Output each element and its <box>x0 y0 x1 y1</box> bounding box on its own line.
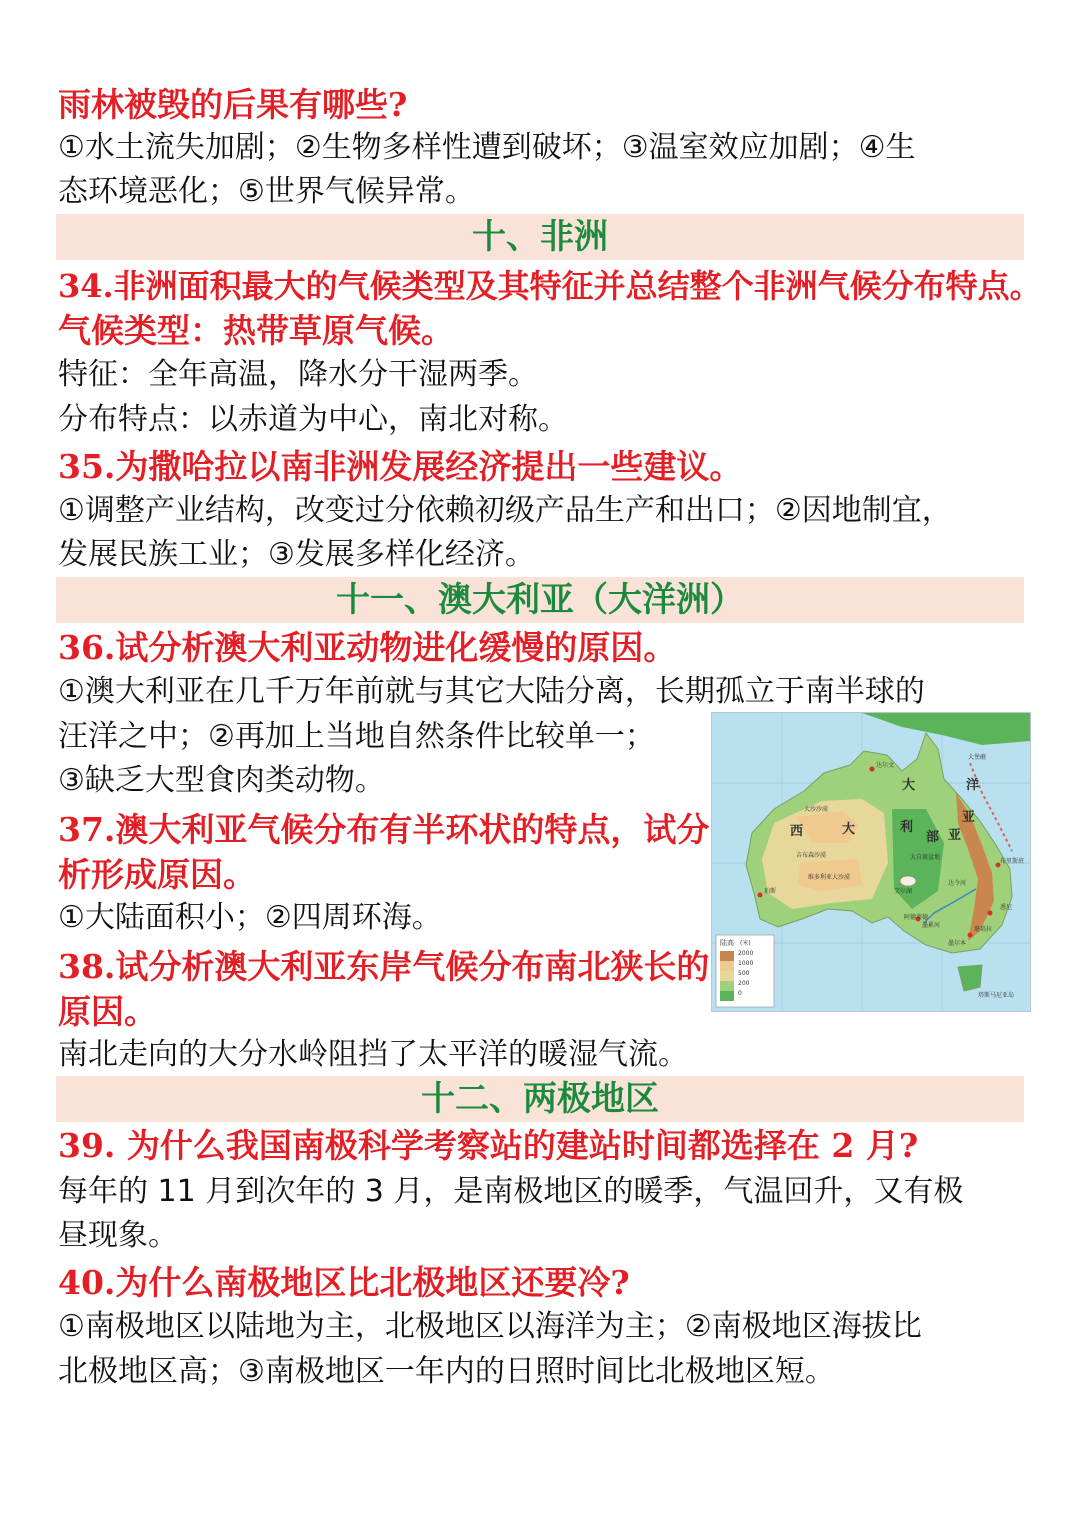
q34-climate-type: 气候类型：热带草原气候。 <box>58 311 454 350</box>
q34-distribution: 分布特点：以赤道为中心，南北对称。 <box>58 402 568 437</box>
map-label-big-8: 亚 <box>948 828 962 843</box>
q36-answer-line-3: ③缺乏大型食肉类动物。 <box>58 763 385 798</box>
map-legend-title: 陆高 <box>720 939 734 947</box>
map-label-big-2: 利 <box>900 820 914 835</box>
q36-question: 36.试分析澳大利亚动物进化缓慢的原因。 <box>58 628 677 667</box>
q39-question: 39. 为什么我国南极科学考察站的建站时间都选择在 2 月? <box>58 1126 919 1165</box>
section-title-australia: 十一、澳大利亚（大洋洲） <box>336 580 744 620</box>
q34-feature: 特征：全年高温，降水分干湿两季。 <box>58 357 538 392</box>
rainforest-answer-line-1: ①水土流失加剧；②生物多样性遭到破坏；③温室效应加剧；④生 <box>58 130 916 165</box>
section-title-africa: 十、非洲 <box>472 217 608 257</box>
q40-answer-line-2: 北极地区高；③南极地区一年内的日照时间比北极地区短。 <box>58 1354 835 1389</box>
map-legend-level-4: 200 <box>738 980 750 987</box>
map-label-big-4: 西 <box>790 824 804 839</box>
map-legend-level-3: 500 <box>738 970 750 977</box>
map-legend-level-1: 2000 <box>738 950 754 957</box>
q39-answer-line-2: 昼现象。 <box>58 1218 178 1253</box>
section-band-australia <box>56 577 1024 623</box>
map-legend-level-2: 1000 <box>738 960 754 967</box>
q35-answer-line-1: ①调整产业结构，改变过分依赖初级产品生产和出口；②因地制宜， <box>58 493 952 528</box>
q37-answer: ①大陆面积小；②四周环海。 <box>58 900 442 935</box>
map-label-small-11: 墨尔本 <box>948 940 967 947</box>
australia-map-svg <box>712 713 1030 1011</box>
map-label-small-14: 阿德莱德 <box>904 914 929 921</box>
map-legend-unit: (米) <box>740 940 751 947</box>
map-label-small-3: 维多利亚大沙漠 <box>808 874 851 881</box>
q37-question-line-2: 析形成原因。 <box>58 855 256 894</box>
map-label-small-9: 大堡礁 <box>968 754 987 761</box>
q40-answer-line-1: ①南极地区以陆地为主，北极地区以海洋为主；②南极地区海拔比 <box>58 1309 922 1344</box>
section-title-polar: 十二、两极地区 <box>421 1079 659 1119</box>
map-label-small-4: 大自流盆地 <box>910 854 941 861</box>
q36-answer-line-2: 汪洋之中；②再加上当地自然条件比较单一； <box>58 719 655 754</box>
map-label-small-8: 塔斯马尼亚岛 <box>978 992 1015 999</box>
q38-question-line-1: 38.试分析澳大利亚东岸气候分布南北狭长的 <box>58 947 710 986</box>
map-label-big-6: 洋 <box>966 778 980 793</box>
map-label-small-15: 达尔文 <box>876 762 895 769</box>
map-label-big-7: 大 <box>842 822 856 837</box>
australia-relief-map <box>711 712 1031 1012</box>
map-label-small-16: 堪培拉 <box>974 926 993 933</box>
map-label-big-1: 大 <box>902 778 916 793</box>
rainforest-answer-line-2: 态环境恶化；⑤世界气候异常。 <box>58 174 475 209</box>
map-label-small-10: 悉尼 <box>1000 904 1013 911</box>
map-label-small-1: 大沙沙漠 <box>804 806 829 813</box>
map-label-small-13: 布里斯班 <box>1000 858 1025 865</box>
q40-question: 40.为什么南极地区比北极地区还要冷? <box>58 1263 630 1302</box>
section-band-polar <box>56 1076 1024 1122</box>
map-lake-eyre <box>900 876 916 886</box>
map-label-small-7: 墨累河 <box>922 922 941 929</box>
rainforest-question: 雨林被毁的后果有哪些? <box>58 85 408 124</box>
q39-answer-line-1: 每年的 11 月到次年的 3 月，是南极地区的暖季，气温回升，又有极 <box>58 1174 964 1209</box>
map-legend <box>716 935 774 1007</box>
q38-question-line-2: 原因。 <box>58 992 157 1031</box>
map-label-small-2: 吉布森沙漠 <box>796 852 827 859</box>
map-legend-level-5: 0 <box>738 990 742 997</box>
q35-answer-line-2: 发展民族工业；③发展多样化经济。 <box>58 537 535 572</box>
map-label-small-6: 达令河 <box>948 880 967 887</box>
map-label-small-12: 珀斯 <box>764 888 777 895</box>
q36-answer-line-1: ①澳大利亚在几千万年前就与其它大陆分离，长期孤立于南半球的 <box>58 674 925 709</box>
section-band-africa <box>56 214 1024 260</box>
map-label-small-5: 艾尔湖 <box>894 888 913 895</box>
q38-answer: 南北走向的大分水岭阻挡了太平洋的暖湿气流。 <box>58 1037 688 1072</box>
map-label-big-3: 亚 <box>962 810 976 825</box>
q35-question: 35.为撒哈拉以南非洲发展经济提出一些建议。 <box>58 447 743 486</box>
q34-question: 34.非洲面积最大的气候类型及其特征并总结整个非洲气候分布特点。 <box>58 267 1042 305</box>
q37-question-line-1: 37.澳大利亚气候分布有半环状的特点，试分 <box>58 810 710 849</box>
map-label-big-5: 部 <box>926 830 940 845</box>
